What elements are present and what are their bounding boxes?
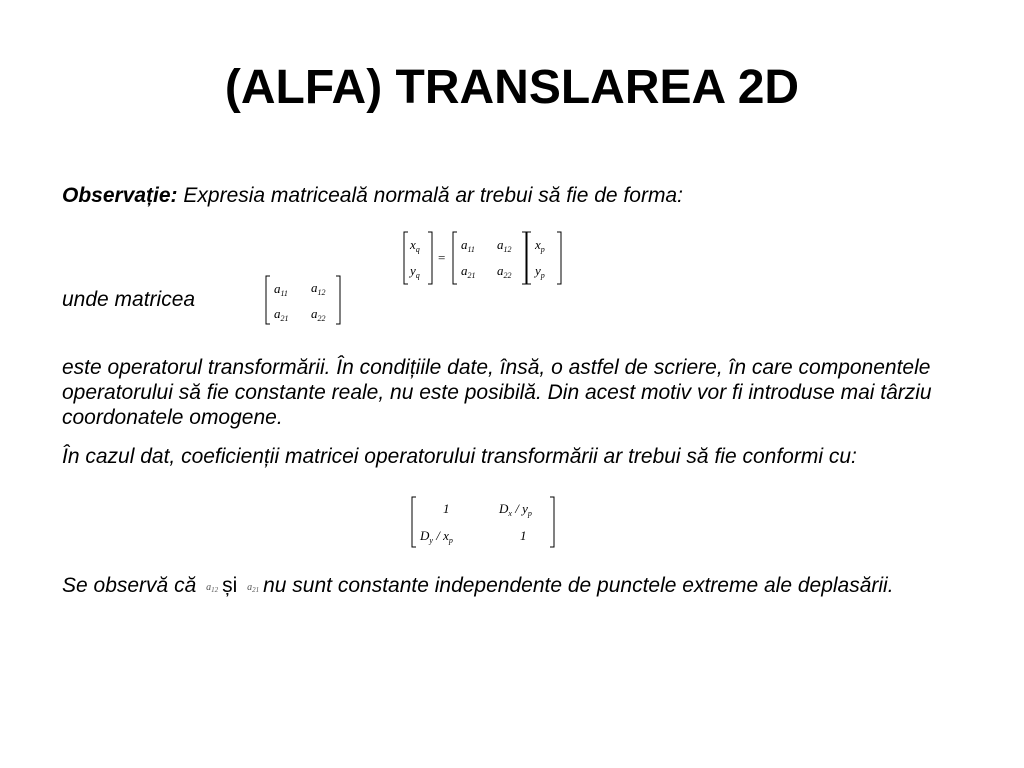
coef-r1c1: 1 — [443, 501, 450, 516]
connector-word: și — [222, 574, 238, 597]
coefficients-paragraph: În cazul dat, coeficienții matricei operatorului transformării ar trebui să fie conformi cu: — [62, 445, 857, 468]
conclusion-paragraph — [62, 573, 982, 603]
coef-r2c2: 1 — [520, 528, 527, 543]
operator-paragraph: este operatorul transformării. În condițiile date, însă, o astfel de scriere, în care componentele operatorului să fie constante reale, nu este posibilă. Din acest motiv vor fi introduse mai târziu coordonatele omogene. — [62, 356, 932, 429]
conclusion-suffix: nu sunt constante independente de punctele extreme ale deplasării. — [263, 574, 894, 597]
coef-a12-inline: $a_{12}$ — [206, 582, 219, 594]
operator-a22: $a_{22}$ — [311, 306, 326, 323]
coef-a21-inline: $a_{21}$ — [247, 582, 260, 594]
slide-title: (ALFA) TRANSLAREA 2D — [224, 61, 800, 114]
operator-a21: $a_{21}$ — [274, 306, 289, 323]
matrix-a21: $a_{21}$ — [461, 263, 476, 280]
unde-text: unde matricea — [62, 288, 196, 311]
matrix-a22: $a_{22}$ — [497, 263, 512, 280]
rhs-x: $x_p$ — [535, 237, 545, 254]
observation-paragraph — [62, 183, 982, 208]
lhs-y: $y_q$ — [410, 263, 420, 280]
coefficient-matrix — [406, 494, 562, 550]
matrix-a12: $a_{12}$ — [497, 237, 512, 254]
conclusion-prefix: Se observă că — [62, 574, 197, 597]
matrix-equation — [400, 229, 570, 287]
equals-sign: = — [438, 250, 446, 265]
observation-label: Observație: — [62, 184, 178, 207]
rhs-y: $y_p$ — [535, 263, 545, 280]
observation-text: Expresia matriceală normală ar trebui să fie de forma: — [177, 184, 683, 207]
matrix-a11: $a_{11}$ — [461, 237, 475, 254]
coef-r2c1: $D_y / x_p$ — [420, 528, 453, 545]
operator-a11: $a_{11}$ — [274, 281, 288, 298]
lhs-x: $x_q$ — [410, 237, 420, 254]
operator-matrix — [262, 273, 344, 328]
coef-r1c2: $D_x / y_p$ — [499, 501, 532, 518]
operator-a12: $a_{12}$ — [311, 280, 326, 297]
